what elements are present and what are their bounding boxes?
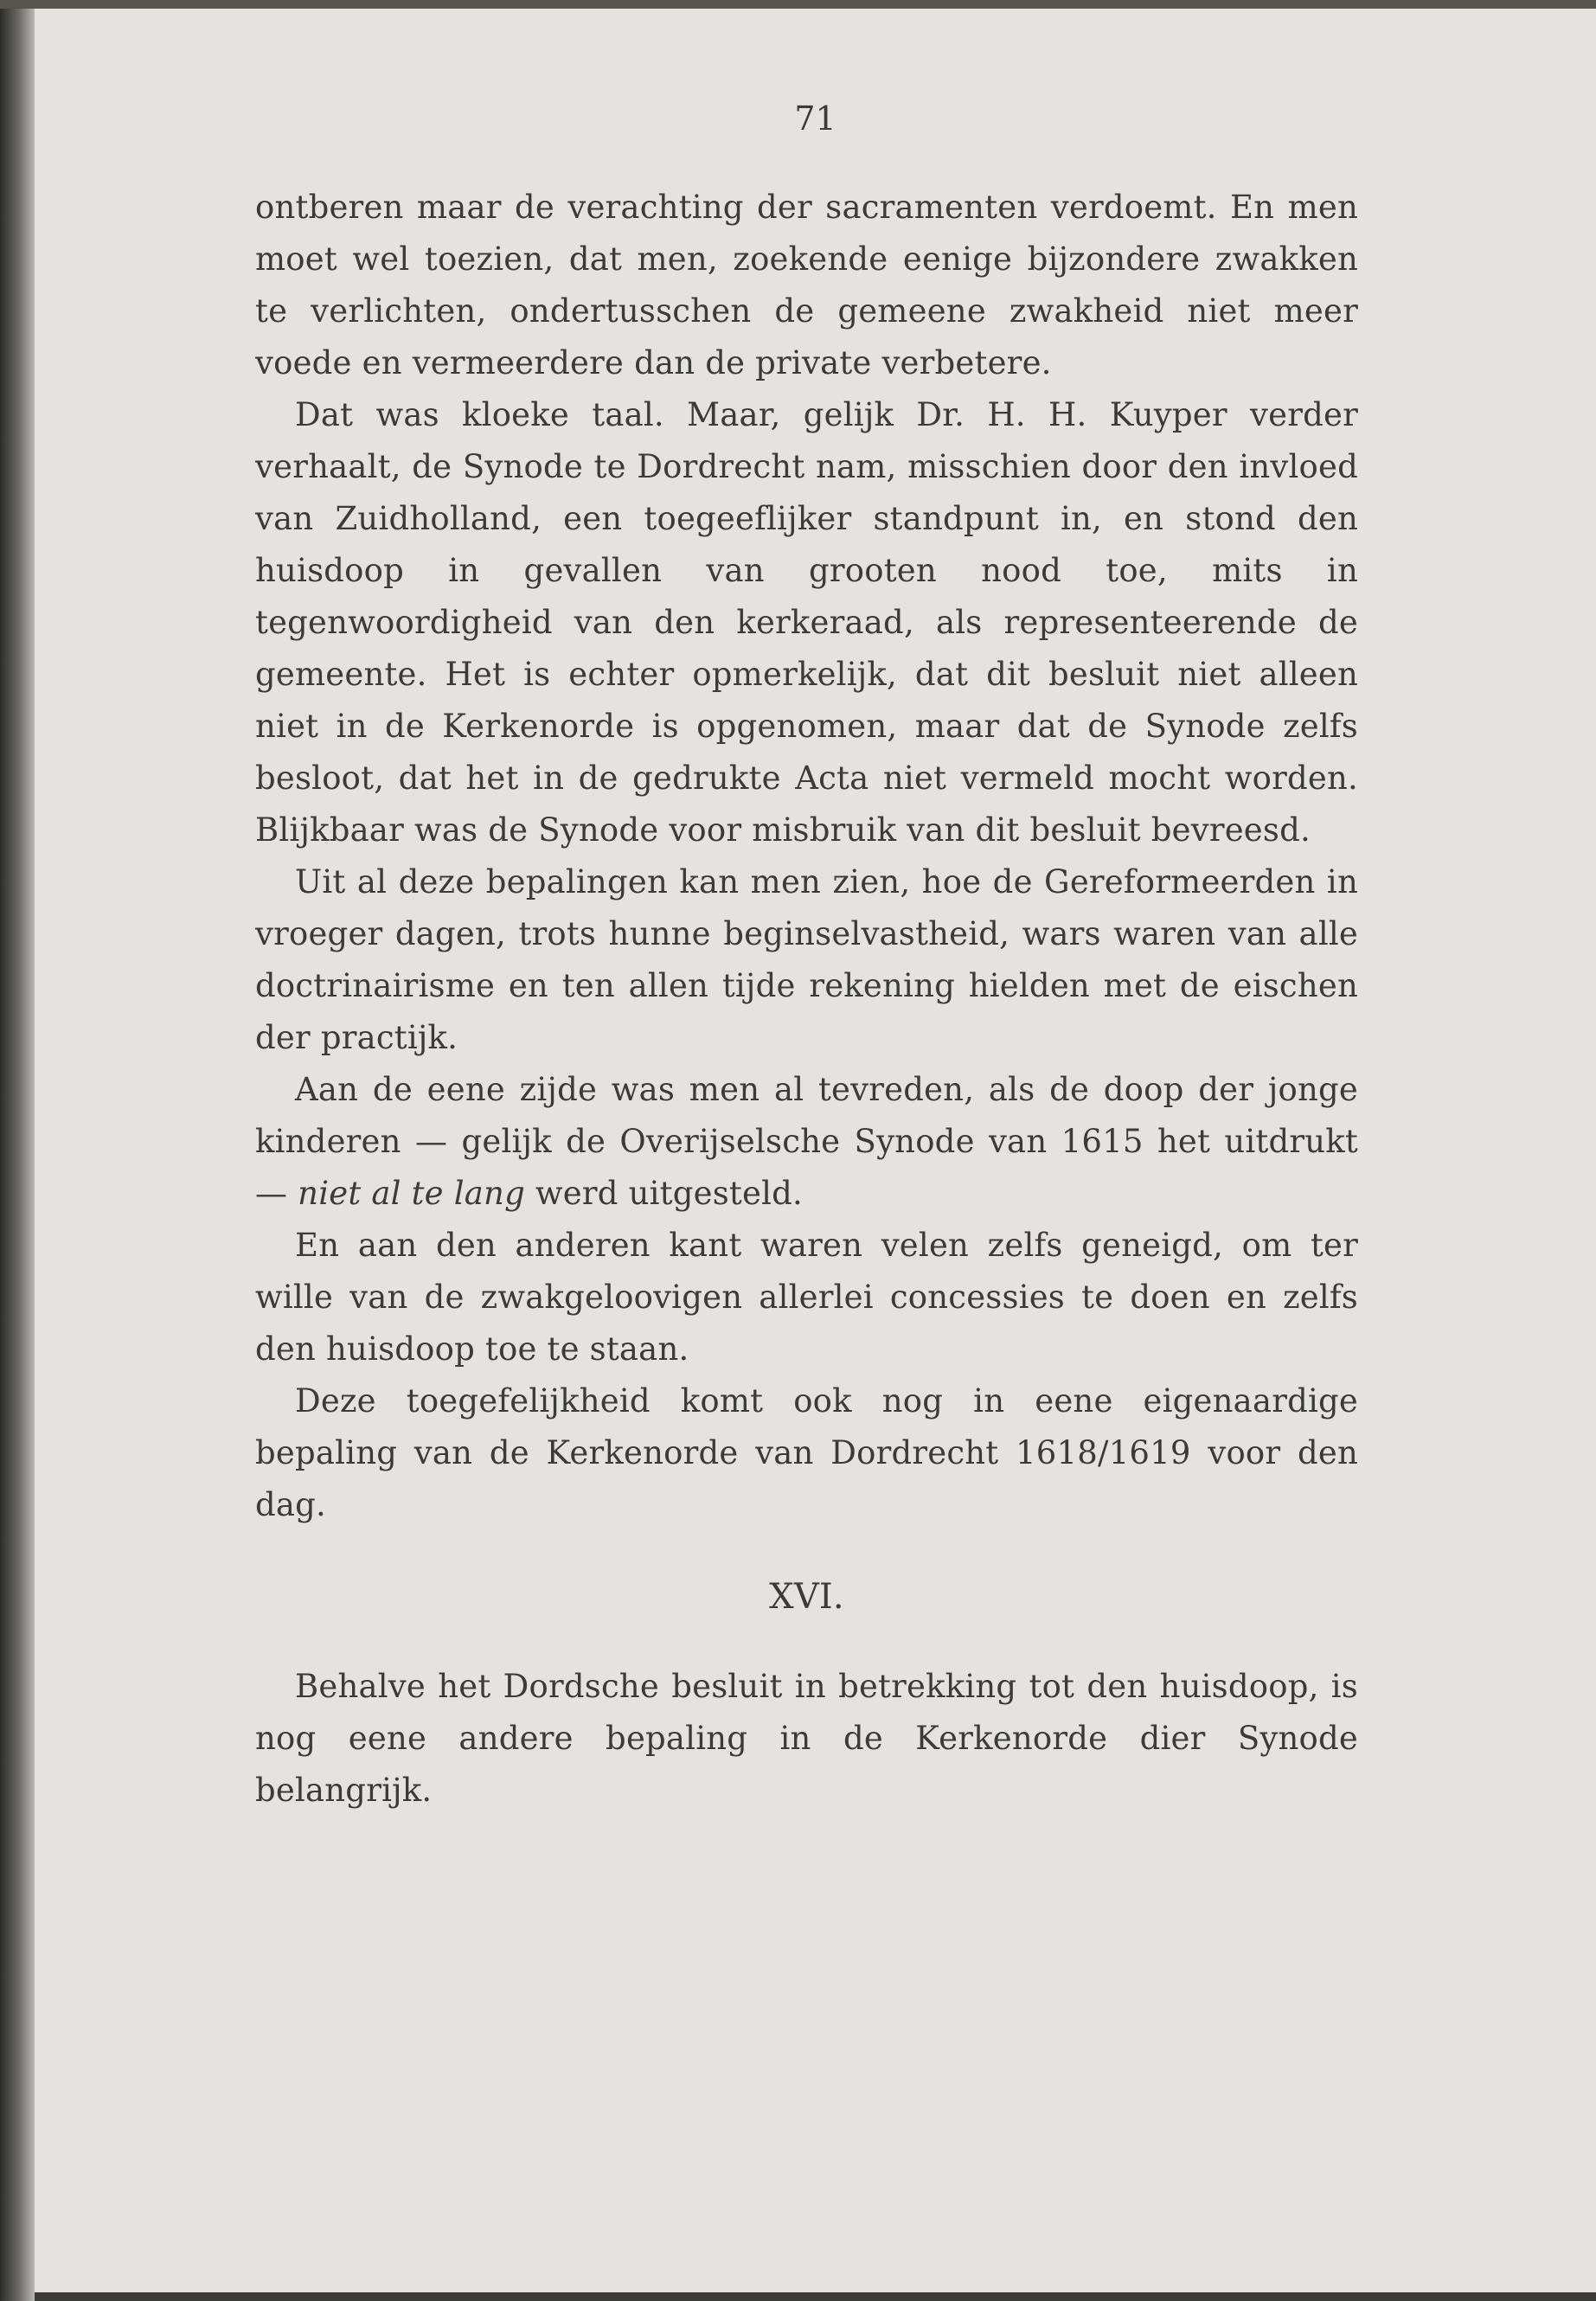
paragraph-continued: ontberen maar de verachting der sacramenten verdoemt. En men moet wel toezien, dat men, zoekende eenige bijzondere zwakken te verlichten, ondertusschen de gemeene zwakheid niet meer voede en vermeerdere dan de private verbetere. xyxy=(255,189,1358,381)
book-page xyxy=(35,9,1596,2292)
emphasis-text: niet al te lang xyxy=(298,1175,525,1212)
paragraph: En aan den anderen kant waren velen zelfs geneigd, om ter wille van de zwakgeloovigen allerlei concessies te doen en zelfs den huisdoop toe te staan. xyxy=(255,1227,1358,1368)
book-binding-edge xyxy=(0,0,35,2301)
scan-top-edge xyxy=(0,0,1596,9)
paragraph: Deze toegefelijkheid komt ook nog in eene eigenaardige bepaling van de Kerkenorde van Dordrecht 1618/1619 voor den dag. xyxy=(255,1382,1358,1523)
paragraph-with-emphasis xyxy=(255,1064,1358,1220)
paragraph: Dat was kloeke taal. Maar, gelijk Dr. H. H. Kuyper verder verhaalt, de Synode te Dordrecht nam, misschien door den invloed van Zuidholland, een toegeeflijker standpunt in, en stond den huisdoop in gevallen van grooten nood toe, mits in tegenwoordigheid van den kerkeraad, als representeerende de gemeente. Het is echter opmerkelijk, dat dit besluit niet alleen niet in de Kerkenorde is opgenomen, maar dat de Synode zelfs besloot, dat het in de gedrukte Acta niet vermeld mocht worden. Blijkbaar was de Synode voor misbruik van dit besluit bevreesd. xyxy=(255,396,1358,849)
body-text xyxy=(255,182,1358,1817)
section-heading: XVI. xyxy=(769,1577,844,1617)
paragraph-text: werd uitgesteld. xyxy=(524,1175,803,1212)
section-paragraph: Behalve het Dordsche besluit in betrekking tot den huisdoop, is nog eene andere bepaling in de Kerkenorde dier Synode belangrijk. xyxy=(255,1668,1358,1809)
paragraph-text: Aan de eene zijde was men al tevreden, als de doop der jonge kinderen — gelijk de Overijselsche Synode van 1615 het uitdrukt — xyxy=(255,1071,1358,1212)
page-number: 71 xyxy=(794,99,836,138)
paragraph: Uit al deze bepalingen kan men zien, hoe de Gereformeerden in vroeger dagen, trots hunne beginselvastheid, wars waren van alle doctrinairisme en ten allen tijde rekening hielden met de eischen der practijk. xyxy=(255,863,1358,1056)
